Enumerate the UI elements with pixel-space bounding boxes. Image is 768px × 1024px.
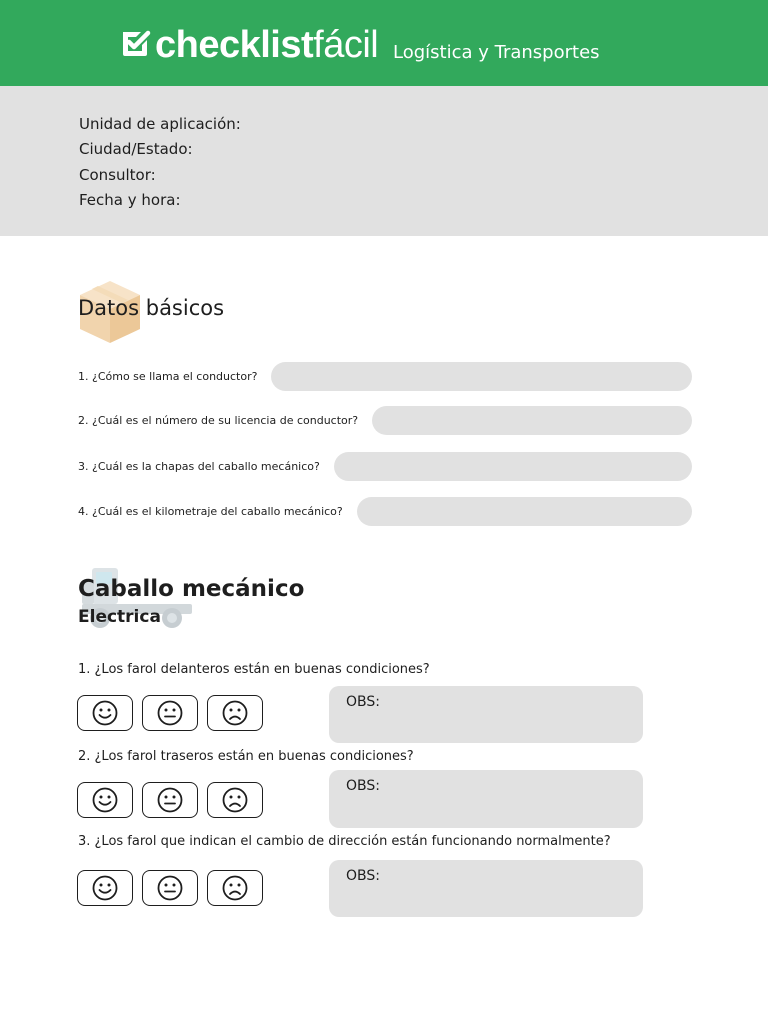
basic-data-title: Datos básicos <box>78 296 225 320</box>
obs-field[interactable] <box>329 860 643 917</box>
rating-group <box>77 870 263 906</box>
header-bar <box>0 0 768 86</box>
brand-name-bold: checklist <box>155 24 314 66</box>
truck-section-title: Caballo mecánico <box>78 576 305 602</box>
sad-face-button[interactable] <box>207 695 263 731</box>
info-consultant-label: Consultor: <box>79 165 156 184</box>
driver-name-field[interactable] <box>271 362 692 391</box>
basic-question-label: 2. ¿Cuál es el número de su licencia de conductor? <box>78 414 359 427</box>
info-city-label: Ciudad/Estado: <box>79 140 193 159</box>
truck-question-label: 3. ¿Los farol que indican el cambio de dirección están funcionando normalmente? <box>78 834 611 849</box>
sad-face-icon <box>222 700 248 726</box>
neutral-face-button[interactable] <box>142 695 198 731</box>
neutral-face-button[interactable] <box>142 782 198 818</box>
happy-face-button[interactable] <box>77 782 133 818</box>
info-unit-label: Unidad de aplicación: <box>79 115 241 133</box>
brand-subtitle: Logística y Transportes <box>393 42 600 63</box>
basic-question-row <box>78 362 692 391</box>
neutral-face-icon <box>157 787 183 813</box>
basic-question-label: 1. ¿Cómo se llama el conductor? <box>78 370 258 383</box>
basic-question-label: 3. ¿Cuál es la chapas del caballo mecánico? <box>78 460 320 473</box>
license-number-field[interactable] <box>372 406 692 435</box>
obs-label: OBS: <box>346 694 380 710</box>
info-datetime-label: Fecha y hora: <box>79 190 181 209</box>
rating-group <box>77 782 263 818</box>
sad-face-icon <box>222 787 248 813</box>
basic-question-row <box>78 406 692 435</box>
obs-field[interactable] <box>329 770 643 828</box>
mileage-field[interactable] <box>357 497 692 526</box>
sad-face-icon <box>222 875 248 901</box>
happy-face-button[interactable] <box>77 695 133 731</box>
neutral-face-icon <box>157 875 183 901</box>
obs-label: OBS: <box>346 778 380 794</box>
info-box <box>0 86 768 236</box>
happy-face-icon <box>92 875 118 901</box>
truck-question-label: 2. ¿Los farol traseros están en buenas condiciones? <box>78 749 414 764</box>
brand-logo <box>119 24 379 66</box>
brand-name-light: fácil <box>313 24 379 66</box>
obs-field[interactable] <box>329 686 643 743</box>
neutral-face-icon <box>157 700 183 726</box>
happy-face-button[interactable] <box>77 870 133 906</box>
sad-face-button[interactable] <box>207 870 263 906</box>
sad-face-button[interactable] <box>207 782 263 818</box>
basic-question-label: 4. ¿Cuál es el kilometraje del caballo mecánico? <box>78 505 343 518</box>
plates-field[interactable] <box>334 452 692 481</box>
truck-question-label: 1. ¿Los farol delanteros están en buenas condiciones? <box>78 662 430 677</box>
basic-question-row <box>78 452 692 481</box>
truck-section-subtitle: Electrica <box>78 607 161 627</box>
checkmark-logo-icon <box>119 28 151 60</box>
happy-face-icon <box>92 787 118 813</box>
basic-question-row <box>78 497 692 526</box>
obs-label: OBS: <box>346 868 380 884</box>
rating-group <box>77 695 263 731</box>
happy-face-icon <box>92 700 118 726</box>
neutral-face-button[interactable] <box>142 870 198 906</box>
